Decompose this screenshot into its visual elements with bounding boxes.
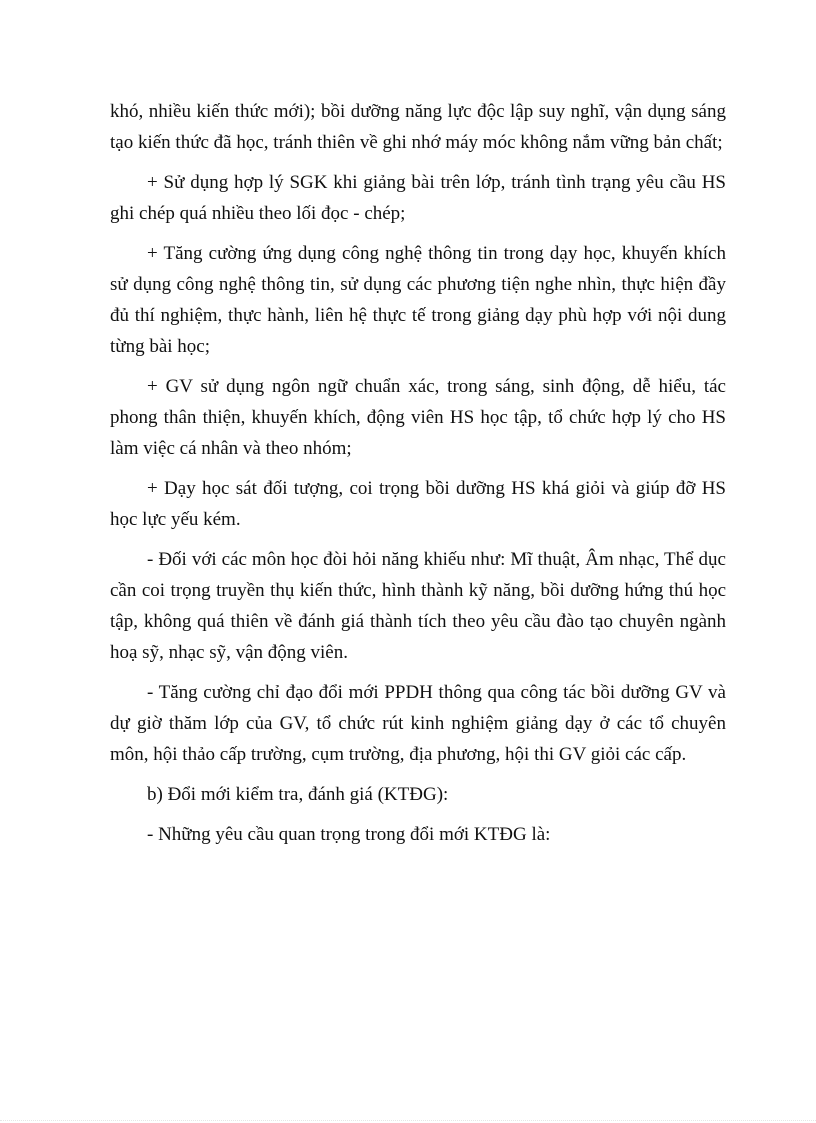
paragraph-differentiated-teaching: + Dạy học sát đối tượng, coi trọng bồi dưỡng HS khá giỏi và giúp đỡ HS học lực yếu kém. bbox=[110, 478, 726, 530]
page-bottom-divider bbox=[0, 1120, 816, 1121]
paragraph-continuation: khó, nhiều kiến thức mới); bồi dưỡng năng lực độc lập suy nghĩ, vận dụng sáng tạo kiến thức đã học, tránh thiên về ghi nhớ máy móc không nắm vững bản chất; bbox=[110, 101, 726, 153]
paragraph-talent-subjects: - Đối với các môn học đòi hỏi năng khiếu như: Mĩ thuật, Âm nhạc, Thể dục cần coi trọng truyền thụ kiến thức, hình thành kỹ năng, bồi dưỡng hứng thú học tập, không quá thiên về đánh giá thành tích theo yêu cầu đào tạo chuyên ngành hoạ sỹ, nhạc sỹ, vận động viên. bbox=[110, 549, 726, 663]
section-heading-assessment: b) Đổi mới kiểm tra, đánh giá (KTĐG): bbox=[147, 784, 449, 805]
paragraph-it-application: + Tăng cường ứng dụng công nghệ thông tin trong dạy học, khuyến khích sử dụng công nghệ thông tin, sử dụng các phương tiện nghe nhìn, thực hiện đầy đủ thí nghiệm, thực hành, liên hệ thực tế trong giảng dạy phù hợp với nội dung từng bài học; bbox=[110, 243, 726, 357]
paragraph-ppdh-innovation: - Tăng cường chỉ đạo đổi mới PPDH thông qua công tác bồi dưỡng GV và dự giờ thăm lớp của GV, tổ chức rút kinh nghiệm giảng dạy ở các tổ chuyên môn, hội thảo cấp trường, cụm trường, địa phương, hội thi GV giỏi các cấp. bbox=[110, 682, 726, 765]
paragraph-assessment-requirements: - Những yêu cầu quan trọng trong đổi mới KTĐG là: bbox=[147, 824, 551, 845]
paragraph-sgk-usage: + Sử dụng hợp lý SGK khi giảng bài trên lớp, tránh tình trạng yêu cầu HS ghi chép quá nhiều theo lối đọc - chép; bbox=[110, 172, 726, 224]
paragraph-teacher-language: + GV sử dụng ngôn ngữ chuẩn xác, trong sáng, sinh động, dễ hiểu, tác phong thân thiện, khuyến khích, động viên HS học tập, tổ chức hợp lý cho HS làm việc cá nhân và theo nhóm; bbox=[110, 376, 726, 459]
document-body bbox=[110, 96, 726, 859]
